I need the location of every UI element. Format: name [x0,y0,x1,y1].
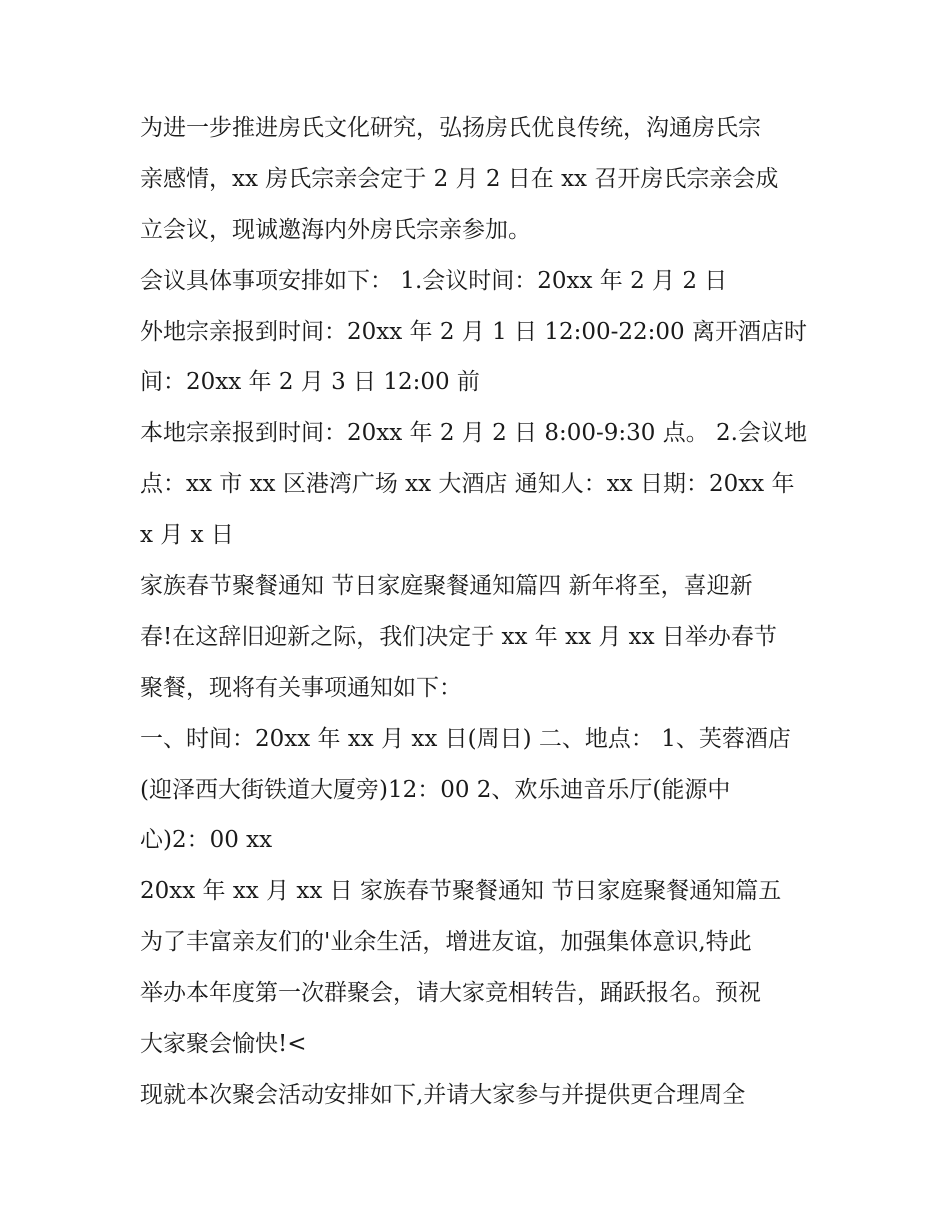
text-line: 家族春节聚餐通知 节日家庭聚餐通知篇四 新年将至，喜迎新 [140,573,753,600]
text-line: 外地宗亲报到时间：20xx 年 2 月 1 日 12:00-22:00 离开酒店时 [140,318,807,345]
text-line: 点：xx 市 xx 区港湾广场 xx 大酒店 通知人：xx 日期：20xx 年 [140,471,795,498]
text-line: 举办本年度第一次群聚会，请大家竞相转告，踊跃报名。预祝 [140,980,761,1007]
text-line: 间：20xx 年 2 月 3 日 12:00 前 [140,369,480,396]
text-line: 为了丰富亲友们的'业余生活，增进友谊，加强集体意识,特此 [140,929,752,956]
text-line: 春!在这辞旧迎新之际，我们决定于 xx 年 xx 月 xx 日举办春节 [140,623,777,650]
text-line: 会议具体事项安排如下： 1.会议时间：20xx 年 2 月 2 日 [140,267,728,294]
text-line: 本地宗亲报到时间：20xx 年 2 月 2 日 8:00-9:30 点。 2.会议地 [140,420,807,447]
text-line: 亲感情，xx 房氏宗亲会定于 2 月 2 日在 xx 召开房氏宗亲会成 [140,165,779,192]
text-line: 一、时间：20xx 年 xx 月 xx 日(周日) 二、地点： 1、芙蓉酒店 [140,725,791,752]
text-line: (迎泽西大街铁道大厦旁)12：00 2、欢乐迪音乐厅(能源中 [140,776,731,803]
text-line: 20xx 年 xx 月 xx 日 家族春节聚餐通知 节日家庭聚餐通知篇五 [140,878,782,905]
text-line: 大家聚会愉快!< [140,1031,307,1058]
document-body [140,103,830,1121]
text-line: 立会议，现诚邀海内外房氏宗亲参加。 [140,216,531,243]
text-line: x 月 x 日 [140,522,234,549]
text-line: 为进一步推进房氏文化研究，弘扬房氏优良传统，沟通房氏宗 [140,115,761,141]
text-line: 聚餐，现将有关事项通知如下： [140,674,462,701]
text-line: 心)2：00 xx [140,827,273,854]
text-line: 现就本次聚会活动安排如下,并请大家参与并提供更合理周全 [140,1081,746,1108]
